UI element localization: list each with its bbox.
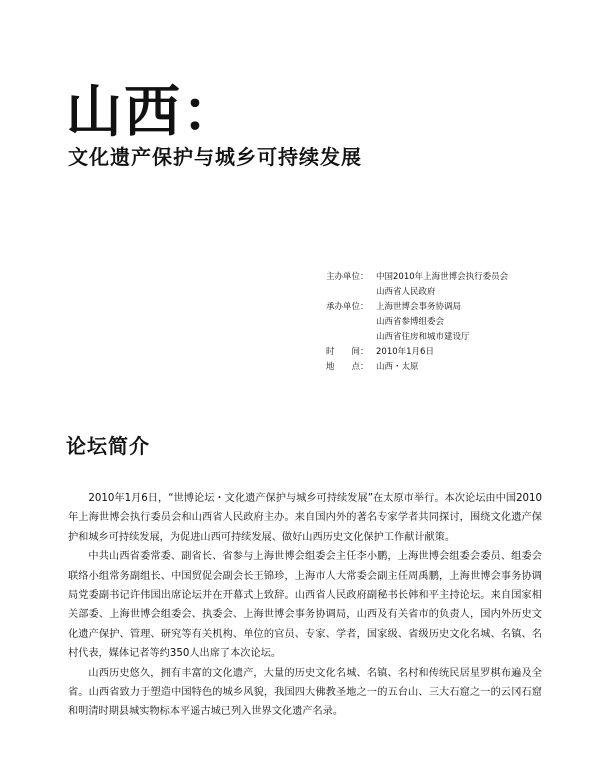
organizer-row <box>326 270 586 285</box>
event-info <box>326 270 586 375</box>
organizer-label: 主办单位： <box>326 272 369 282</box>
coorganizer-value: 山西省住房和城市建设厅 <box>376 332 470 342</box>
organizer-value: 中国2010年上海世博会执行委员会 <box>376 272 509 282</box>
coorganizer-row <box>326 300 586 315</box>
place-label: 地 点： <box>326 362 369 372</box>
coorganizer-value: 山西省参博组委会 <box>376 317 445 327</box>
time-label: 时 间： <box>326 347 369 357</box>
time-row <box>326 345 586 360</box>
body-text <box>68 489 542 722</box>
place-row <box>326 360 586 375</box>
paragraph: 2010年1月6日，“世博论坛・文化遗产保护与城乡可持续发展”在太原市举行。本次论坛由中国2010年上海世博会执行委员会和山西省人民政府主办。来自国内外的著名专家学者共同探讨，围绕文化遗产保护和城乡可持续发展，为促进山西可持续发展、做好山西历史文化保护工作献计献策。 <box>68 493 542 543</box>
coorganizer-label: 承办单位： <box>326 302 369 312</box>
place-value: 山西・太原 <box>376 362 419 372</box>
section-title: 论坛简介 <box>66 434 150 458</box>
organizer-value: 山西省人民政府 <box>376 287 436 297</box>
time-value: 2010年1月6日 <box>376 347 434 357</box>
subtitle: 文化遗产保护与城乡可持续发展 <box>68 145 362 169</box>
paragraph: 中共山西省委常委、副省长、省参与上海世博会组委会主任李小鹏，上海世博会组委会委员、组委会联络小组常务副组长、中国贸促会副会长王锦珍，上海市人大常委会副主任周禹鹏，上海世博会事务协调局党委副书记许伟国出席论坛并在开幕式上致辞。山西省人民政府副秘书长韩和平主持论坛。来自国家相关部委、上海世博会组委会、执委会、上海世博会事务协调局，山西及有关省市的负责人，国内外历史文化遗产保护、管理、研究等有关机构、单位的官员、专家、学者，国家级、省级历史文化名城、名镇、名村代表，媒体记者等约350人出席了本次论坛。 <box>68 551 542 660</box>
paragraph: 山西历史悠久，拥有丰富的文化遗产，大量的历史文化名城、名镇、名村和传统民居星罗棋布遍及全省。山西省致力于塑造中国特色的城乡风貌，我国四大佛教圣地之一的五台山、三大石窟之一的云冈石窟和明清时期县城实物标本平遥古城已列入世界文化遗产名录。 <box>68 667 542 718</box>
main-title: 山西： <box>66 79 240 145</box>
coorganizer-value: 上海世博会事务协调局 <box>376 302 462 312</box>
